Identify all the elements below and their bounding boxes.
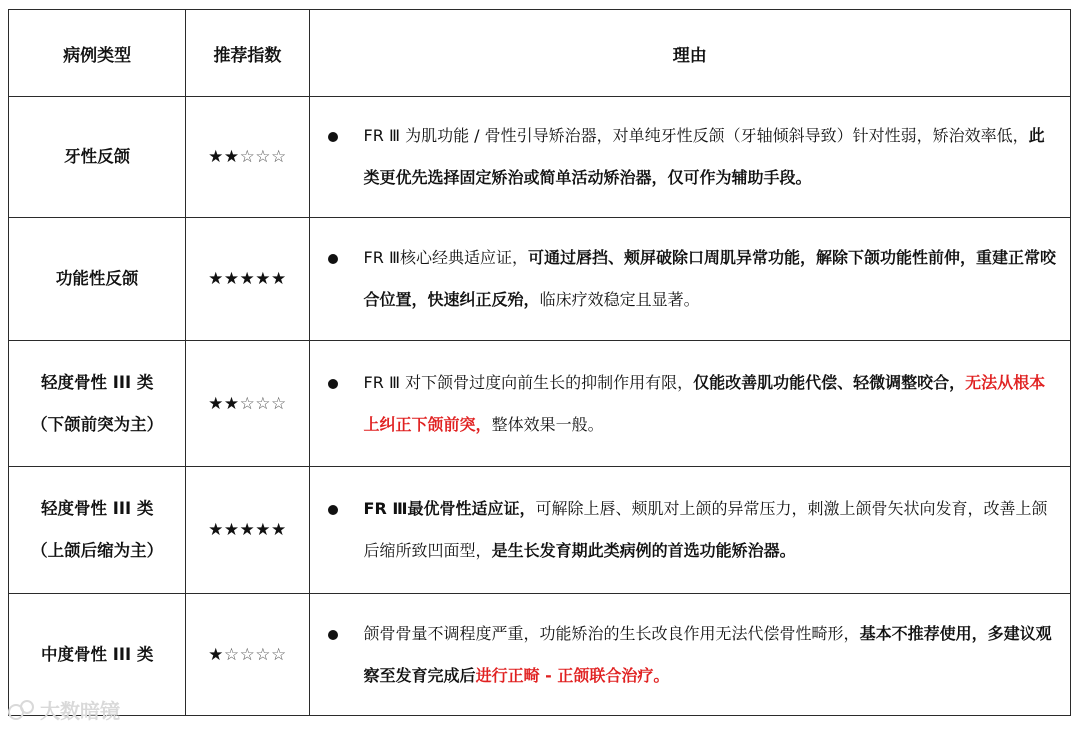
reason-text: [364, 488, 1056, 572]
reason-text: [364, 613, 1056, 697]
reason-text: [364, 362, 1056, 446]
rating-cell: [186, 594, 309, 716]
rating-cell: [186, 218, 309, 341]
table-row: [9, 218, 1071, 341]
reason-segment: 是生长发育期此类病例的首选功能矫治器。: [491, 541, 796, 560]
table-row: [9, 97, 1071, 218]
case-type-cell: [9, 97, 186, 218]
reason-segment: 进行正畸 - 正颌联合治疗。: [475, 665, 670, 685]
reason-segment: 无法从根本上纠正下颌前突，: [363, 372, 1046, 434]
reason-segment: FR Ⅲ核心经典适应证，: [363, 248, 528, 267]
table-row: [9, 594, 1071, 716]
header-rating: 推荐指数: [186, 10, 309, 97]
table-row: [9, 467, 1071, 594]
filled-stars: ★★: [208, 147, 240, 167]
case-type-cell: [9, 341, 186, 467]
reason-segment: FR Ⅲ 对下颌骨过度向前生长的抑制作用有限，: [363, 372, 694, 392]
header-row: [9, 10, 1071, 97]
reason-text: [364, 237, 1056, 321]
case-type-line: 轻度骨性 III 类: [40, 499, 154, 518]
bullet-icon: [328, 379, 338, 389]
case-type-line: （上颌后缩为主）: [31, 541, 164, 560]
watermark: [6, 695, 120, 724]
reason-segment: FR Ⅲ 为肌功能 / 骨性引导矫治器，对单纯牙性反颌（牙轴倾斜导致）针对性弱，矫治效率低，: [363, 126, 1029, 145]
filled-stars: ★★★★★: [208, 269, 287, 289]
bullet-icon: [328, 505, 338, 515]
reason-segment: 可解除上唇、颊肌对上颌的异常压力，刺激上颌骨矢状向发育，改善上颌后缩所致凹面型，: [363, 499, 1048, 560]
filled-stars: ★: [208, 644, 224, 665]
case-type-line: （下颌前突为主）: [31, 414, 164, 434]
case-type-line: 中度骨性 III 类: [40, 644, 154, 664]
logo-icon: [6, 698, 36, 722]
reason-cell: [309, 594, 1070, 716]
rating-cell: [186, 467, 309, 594]
header-reason: 理由: [309, 10, 1070, 97]
empty-stars: ☆☆☆☆: [223, 644, 287, 665]
reason-segment: 此类更优先选择固定矫治或简单活动矫治器，仅可作为辅助手段。: [363, 126, 1045, 187]
reason-cell: [309, 467, 1070, 594]
indication-table: [8, 9, 1071, 716]
rating-cell: [186, 97, 309, 218]
reason-text: [364, 115, 1056, 199]
reason-cell: [309, 97, 1070, 218]
reason-cell: [309, 341, 1070, 467]
bullet-icon: [328, 254, 338, 264]
empty-stars: ☆☆☆: [239, 393, 287, 414]
reason-cell: [309, 218, 1070, 341]
table-row: [9, 341, 1071, 467]
reason-segment: 临床疗效稳定且显著。: [539, 290, 700, 309]
case-type-cell: [9, 467, 186, 594]
case-type-line: 功能性反颌: [55, 269, 139, 288]
bullet-icon: [328, 630, 338, 640]
reason-segment: 颌骨骨量不调程度严重，功能矫治的生长改良作用无法代偿骨性畸形，: [363, 623, 860, 643]
reason-segment: 可通过唇挡、颊屏破除口周肌异常功能，解除下颌功能性前伸，重建正常咬合位置，快速纠正反殆，: [363, 248, 1057, 309]
reason-segment: FR Ⅲ最优骨性适应证，: [363, 499, 536, 518]
bullet-icon: [328, 132, 338, 142]
empty-stars: ☆☆☆: [239, 147, 287, 167]
case-type-cell: [9, 218, 186, 341]
reason-segment: 仅能改善肌功能代偿、轻微调整咬合，: [693, 372, 966, 392]
rating-cell: [186, 341, 309, 467]
header-case-type: 病例类型: [9, 10, 186, 97]
reason-segment: 整体效果一般。: [491, 414, 604, 434]
case-type-line: 轻度骨性 III 类: [40, 372, 154, 392]
filled-stars: ★★: [208, 393, 240, 414]
watermark-text: 大数暗镜: [40, 699, 120, 723]
case-type-line: 牙性反颌: [64, 147, 131, 166]
reason-segment: 基本不推荐使用，多建议观察至发育完成后: [363, 623, 1052, 685]
filled-stars: ★★★★★: [208, 520, 287, 540]
